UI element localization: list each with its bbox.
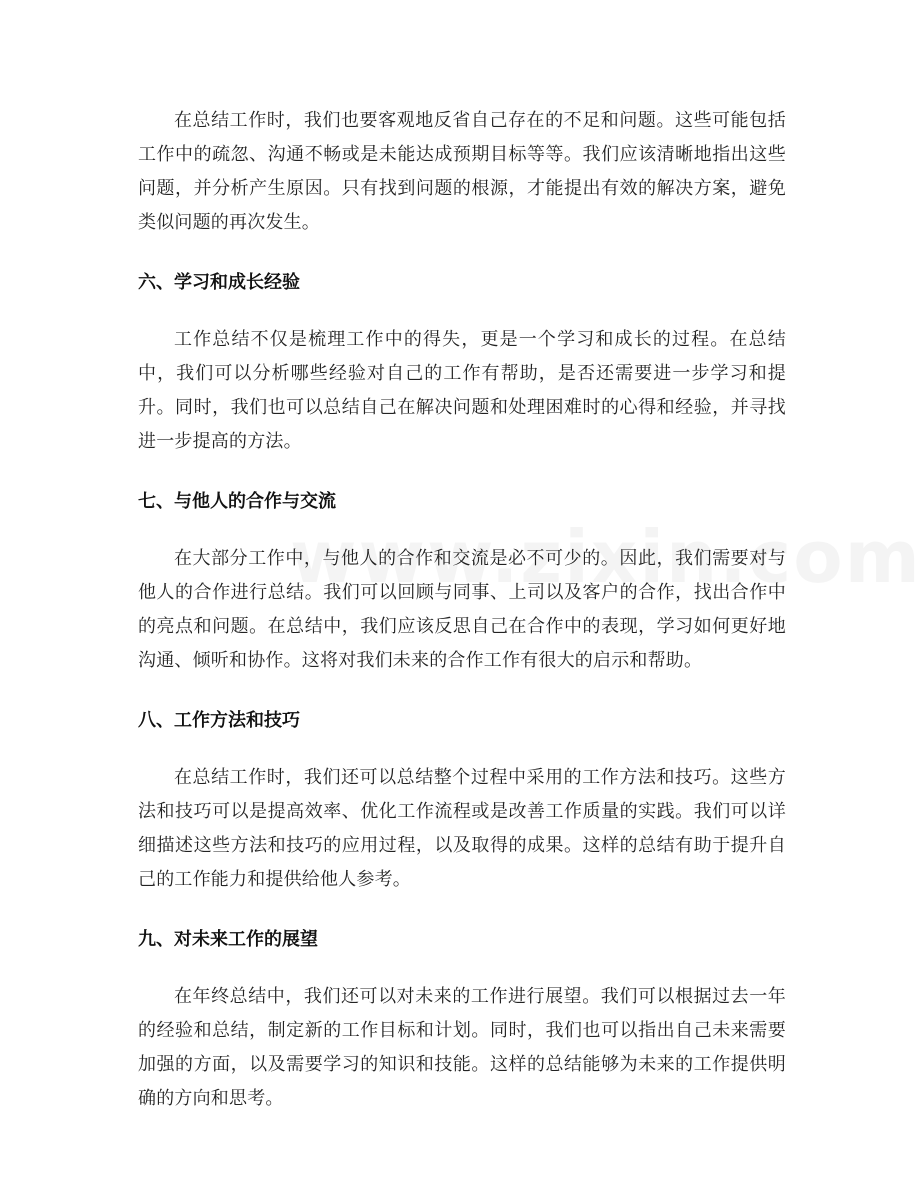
paragraph-section-9: 在年终总结中，我们还可以对未来的工作进行展望。我们可以根据过去一年的经验和总结，制定新的工作目标和计划。同时，我们也可以指出自己未来需要加强的方面，以及需要学习的知识和技能。这样的总结能够为未来的工作提供明确的方向和思考。 bbox=[138, 986, 786, 1109]
heading-section-8: 八、工作方法和技巧 bbox=[138, 710, 300, 731]
document-body bbox=[138, 104, 786, 1116]
paragraph-section-6: 工作总结不仅是梳理工作中的得失，更是一个学习和成长的过程。在总结中，我们可以分析哪些经验对自己的工作有帮助，是否还需要进一步学习和提升。同时，我们也可以总结自己在解决问题和处理困难时的心得和经验，并寻找进一步提高的方法。 bbox=[138, 329, 786, 452]
heading-section-7: 七、与他人的合作与交流 bbox=[138, 491, 336, 512]
heading-section-6: 六、学习和成长经验 bbox=[138, 272, 300, 293]
paragraph-section-7: 在大部分工作中，与他人的合作和交流是必不可少的。因此，我们需要对与他人的合作进行总结。我们可以回顾与同事、上司以及客户的合作，找出合作中的亮点和问题。在总结中，我们应该反思自己在合作中的表现，学习如何更好地沟通、倾听和协作。这将对我们未来的合作工作有很大的启示和帮助。 bbox=[138, 548, 786, 671]
heading-section-9: 九、对未来工作的展望 bbox=[138, 929, 318, 950]
paragraph-intro: 在总结工作时，我们也要客观地反省自己存在的不足和问题。这些可能包括工作中的疏忽、沟通不畅或是未能达成预期目标等等。我们应该清晰地指出这些问题，并分析产生原因。只有找到问题的根源，才能提出有效的解决方案，避免类似问题的再次发生。 bbox=[138, 110, 786, 233]
paragraph-section-8: 在总结工作时，我们还可以总结整个过程中采用的工作方法和技巧。这些方法和技巧可以是提高效率、优化工作流程或是改善工作质量的实践。我们可以详细描述这些方法和技巧的应用过程，以及取得的成果。这样的总结有助于提升自己的工作能力和提供给他人参考。 bbox=[138, 767, 786, 890]
